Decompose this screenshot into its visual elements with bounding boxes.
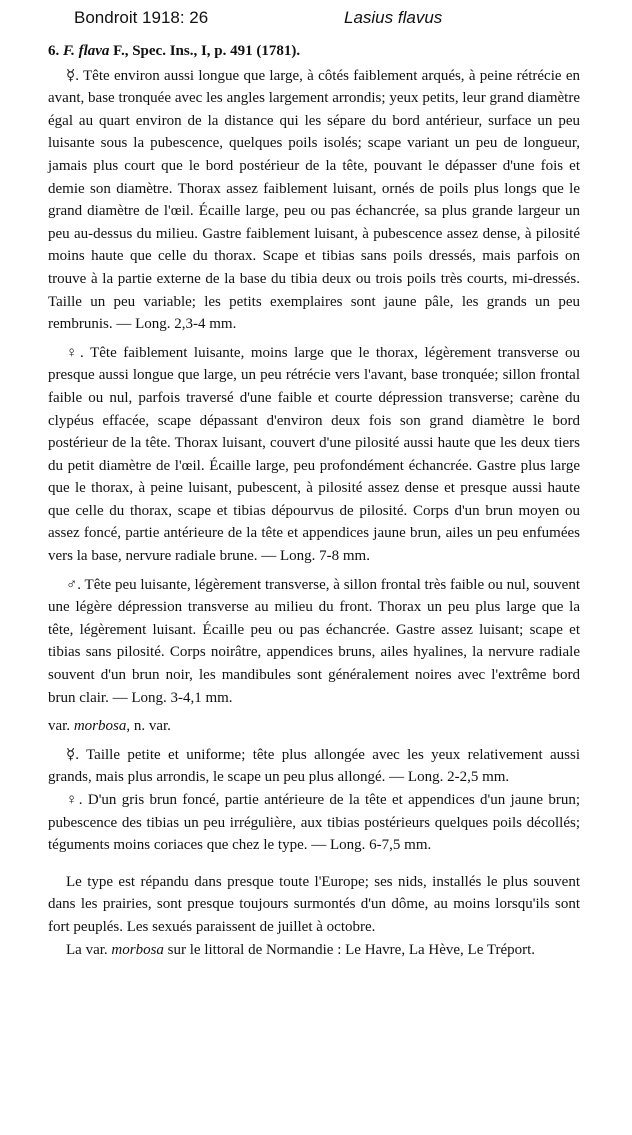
male-symbol: ♂. [66,576,82,593]
species-name: Lasius flavus [344,8,443,27]
locality-variety-name: morbosa [111,941,164,958]
worker-symbol: ☿. [66,67,79,84]
variety-worker-text: Taille petite et uniforme; tête plus allongée avec les yeux relativement aussi grands, mais plus arrondis, le scape un peu plus allongé. — Long. 2-2,5 mm. [48,746,580,786]
document-body [48,40,580,961]
variety-female-symbol: ♀. [66,792,83,808]
entry-name: F. flava [63,43,110,59]
entry-number: 6. [48,43,60,59]
worker-description [48,65,580,336]
female-symbol: ♀. [66,344,84,361]
locality-prefix: La var. [66,941,108,958]
variety-suffix: , n. var. [126,718,171,735]
variety-prefix: var. [48,718,71,735]
male-description [48,574,580,710]
variety-worker-description [48,744,580,789]
worker-text: Tête environ aussi longue que large, à côtés faiblement arqués, à peine rétrécie en avant, base tronquée avec les angles largement arrondis; yeux petits, leur grand diamètre égal au quart environ de la distance qui les sépare du bord antérieur, surface un peu luisante sous la pubescence, quelques poils isolés; scape variant un peu de longueur, jamais plus court que le bord postérieur de la tête, pouvant le dépasser d'une fois et demie son diamètre. Thorax assez faiblement luisant, ornés de poils plus longs que le grand diamètre de l'œil. Écaille large, peu ou pas échancrée, sa plus grande largeur un peu au-dessus du milieu. Gastre faiblement luisant, à pubescence assez dense, à pilosité moins haute que celle du thorax. Scape et tibias sans poils dressés, mais parfois on trouve à la partie externe de la base du tibia deux ou trois poils très courts, mi-dressés. Taille un peu variable; les petits exemplaires sont jaune pâle, les grands un peu rembrunis. — Long. 2,3-4 mm. [48,67,580,333]
entry-citation: F., Spec. Ins., I, p. 491 (1781). [113,43,301,59]
variety-female-text: D'un gris brun foncé, partie antérieure de la tête et appendices d'un jaune brun; pubescence des tibias un peu irrégulière, aux tibias postérieurs quelques poils décollés; téguments moins coriaces que chez le type. — Long. 6-7,5 mm. [48,792,581,854]
variety-worker-symbol: ☿. [66,746,79,763]
variety-name: morbosa [73,718,127,735]
entry-heading [48,40,580,63]
locality-text: sur le littoral de Normandie : Le Havre, La Hève, Le Tréport. [167,941,536,958]
locality-paragraph [48,939,580,962]
reference-citation: Bondroit 1918: 26 [74,8,209,27]
variety-female-description [48,789,580,857]
distribution-paragraph: Le type est répandu dans presque toute l'Europe; ses nids, installés le plus souvent dans les prairies, sont presque toujours surmontés d'un dôme, au moins lorsqu'ils sont fort peuplés. Les sexués paraissent de juillet à octobre. [48,873,580,935]
male-text: Tête peu luisante, légèrement transverse, à sillon frontal très faible ou nul, souvent une légère dépression transverse au milieu du front. Thorax un peu plus large que la tête, légèrement luisant. Écaille peu ou pas échancrée. Gastre assez luisant; scape et tibias sans pilosité. Corps noirâtre, appendices bruns, ailes hyalines, la nervure radiale souvent d'un brun noir, les mandibules sont généralement noires avec l'extrême bord brun clair. — Long. 3-4,1 mm. [48,576,581,706]
female-text: Tête faiblement luisante, moins large que le thorax, légèrement transverse ou presque aussi longue que large, un peu rétrécie vers l'avant, base tronquée; sillon frontal faible ou nul, parfois traversé d'une faible et courte dépression transverse; carène du clypéus effacée, scape dépassant d'environ deux fois son grand diamètre le bord postérieur de la tête. Thorax luisant, couvert d'une pilosité aussi haute que les deux tiers du petit diamètre de l'œil. Écaille large, peu profondément échancrée. Gastre plus large que le thorax, à peine luisant, pubescent, à pilosité assez dense et presque aussi haute que celle du thorax, scape et tibias dépourvus de pilosité. Corps d'un brun moyen ou assez foncé, partie antérieure de la tête et appendices jaune brun, ailes un peu enfumées vers la base, nervure radiale brune. — Long. 7-8 mm. [48,344,581,565]
page-header [0,8,632,34]
female-description [48,342,580,568]
variety-heading [48,715,580,738]
